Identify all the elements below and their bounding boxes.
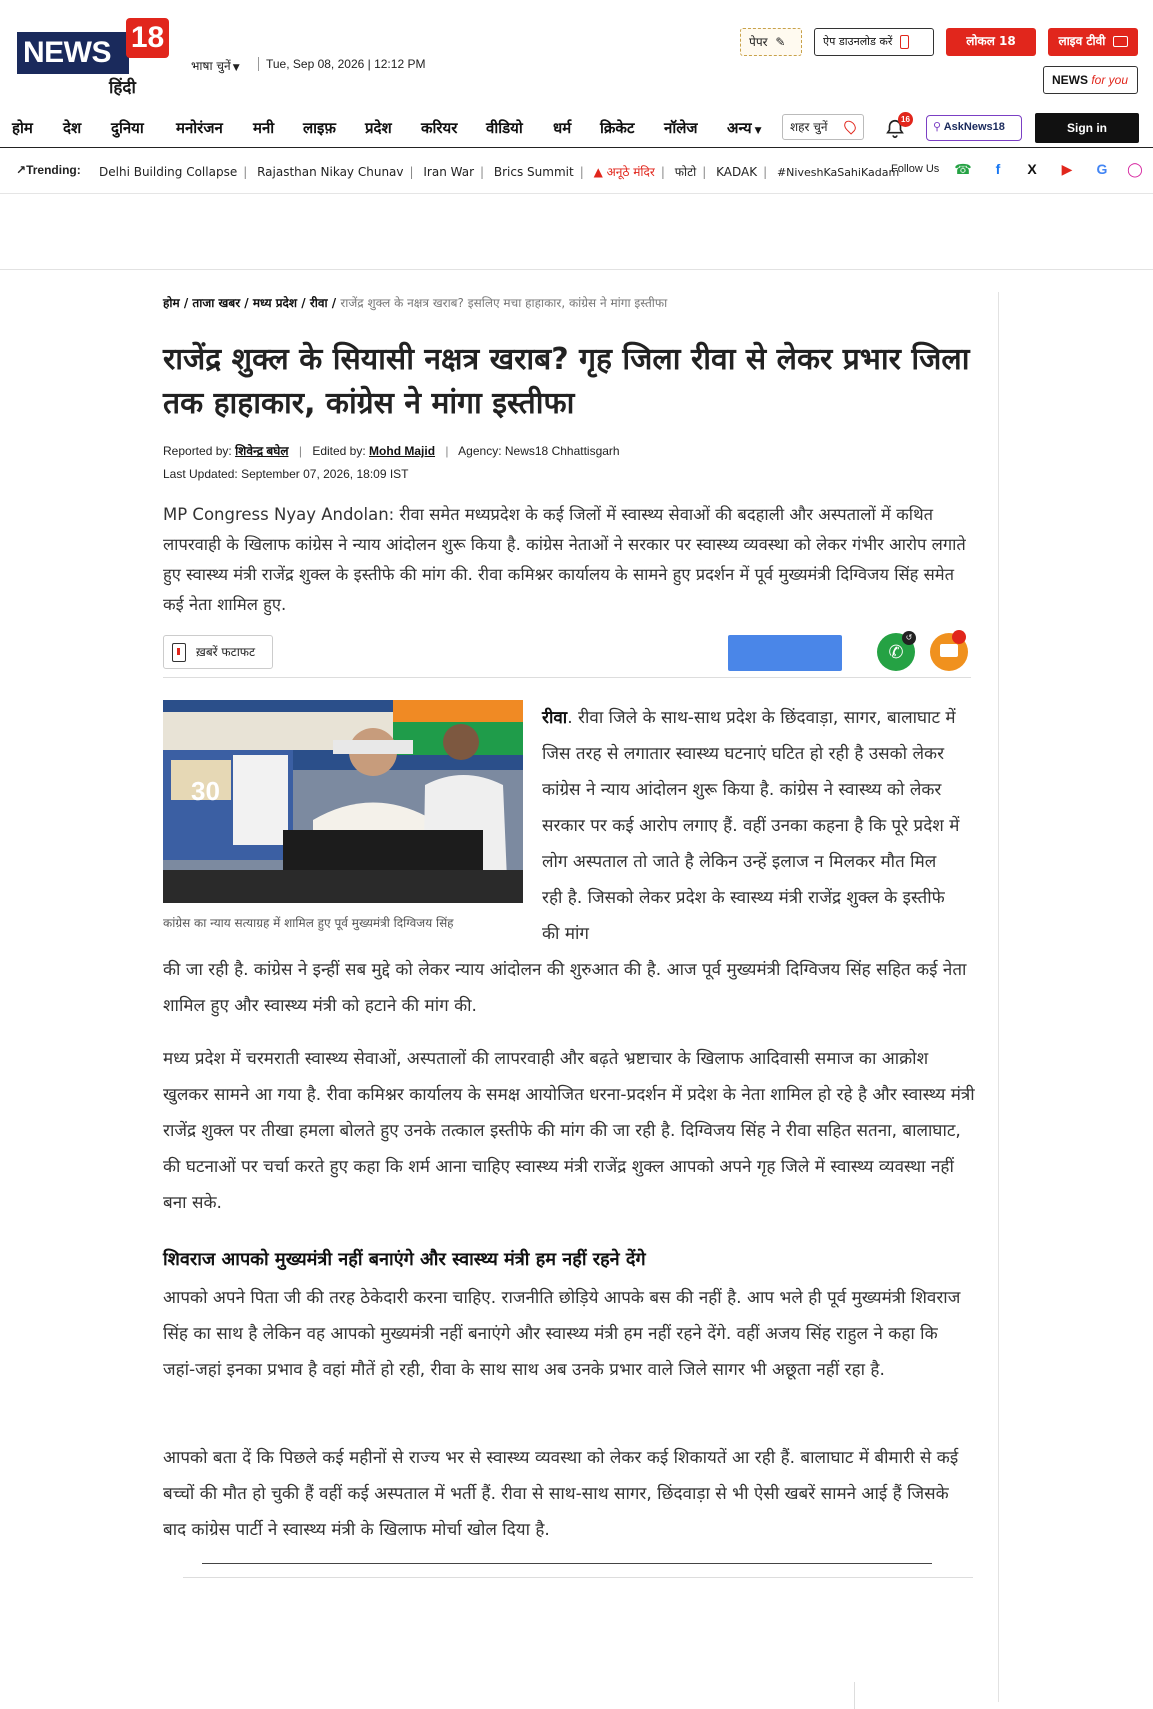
- notification-count-badge: 16: [898, 112, 913, 127]
- nav-item-cricket[interactable]: क्रिकेट: [600, 119, 635, 137]
- article-paragraph: मध्य प्रदेश में चरमराती स्वास्थ्य सेवाओं, अस्पतालों की लापरवाही और बढ़ते भ्रष्टाचार के खिलाफ आदिवासी समाज का आक्रोश खुलकर सामने आ गया है. रीवा कमिश्नर कार्यालय के समक्ष आयोजित धरना-प्रदर्शन में प्रदेश के नेता शामिल हो रहे है और स्वास्थ्य मंत्री राजेंद्र शुक्ल पर तीखा हमला बोलते हुए उनके तत्काल इस्तीफे की मांग की जा रही है. दिग्विजय सिंह ने रीवा सहित सतना, बालाघाट, की घटनाओं पर चर्चा करते हुए कहा कि शर्म आना चाहिए स्वास्थ्य मंत्री राजेंद्र शुक्ल आपको अपने गृह जिले में स्वास्थ्य व्यवस्था नहीं बना सके.: [163, 1049, 975, 1213]
- trending-up-icon: ↗: [16, 163, 27, 177]
- article-photo[interactable]: [163, 700, 523, 903]
- live-tv-label: लाइव टीवी: [1058, 34, 1106, 48]
- article-subheading: शिवराज आपको मुख्यमंत्री नहीं बनाएंगे और स्वास्थ्य मंत्री हम नहीं रहने देंगे: [163, 1249, 646, 1270]
- nav-item-dharm[interactable]: धर्म: [553, 119, 572, 137]
- nav-item-life[interactable]: लाइफ़: [303, 119, 336, 137]
- instagram-icon[interactable]: ◯: [1127, 161, 1143, 177]
- app-download-label: ऐप डाउनलोड करें: [823, 35, 893, 48]
- ad-slot: [0, 195, 1153, 270]
- trending-item[interactable]: अनूठे मंदिर: [606, 165, 655, 179]
- epaper-label: पेपर: [749, 35, 768, 49]
- trending-item[interactable]: Brics Summit: [493, 165, 574, 179]
- breadcrumb-item[interactable]: रीवा: [309, 296, 328, 310]
- article-summary: MP Congress Nyay Andolan: रीवा समेत मध्यप्रदेश के कई जिलों में स्वास्थ्य सेवाओं की बदहाली और अस्पतालों में कथित लापरवाही के खिलाफ कांग्रेस ने न्याय आंदोलन शुरू किया है. कांग्रेस नेताओं ने सरकार पर स्वास्थ्य व्यवस्था को लेकर गंभीर आरोप लगाते हुए स्वास्थ्य मंत्री राजेंद्र शुक्ल के इस्तीफे की मांग की. रीवा कमिश्नर कार्यालय के सामने हुए प्रदर्शन में पूर्व मुख्यमंत्री दिग्विजय सिंह समेत कई नेता शामिल हुए.: [163, 505, 966, 614]
- city-selector[interactable]: [782, 114, 864, 140]
- notification-bell[interactable]: [884, 116, 910, 142]
- photo-caption: कांग्रेस का न्याय सत्याग्रह में शामिल हुए पूर्व मुख्यमंत्री दिग्विजय सिंह: [163, 916, 454, 930]
- reporter-link[interactable]: शिवेन्द्र बघेल: [235, 444, 289, 458]
- nav-item-video[interactable]: वीडियो: [486, 119, 523, 137]
- article-paragraph: आपको अपने पिता जी की तरह ठेकेदारी करना चाहिए. राजनीति छोड़िये आपके बस की नहीं है. आप भले ही पूर्व मुख्यमंत्री शिवराज सिंह का साथ है लेकिन वह आपको मुख्यमंत्री नहीं बनाएंगे और स्वास्थ्य मंत्री हम नहीं रहने देंगे. वहीं अजय सिंह राहुल ने कहा कि जहां-जहां इनका प्रभाव है वहां मौतें हो रही, रीवा के साथ साथ अब उनके प्रभार वाले जिले सागर भी अछूता नहीं रहा है.: [163, 1288, 961, 1380]
- logo-number: 18: [126, 18, 169, 58]
- news-for-you-button[interactable]: [1043, 66, 1138, 94]
- nav-item-duniya[interactable]: दुनिया: [111, 119, 144, 137]
- article-paragraph: [542, 700, 962, 952]
- trending-list: Delhi Building Collapse | Rajasthan Nikay Chunav | Iran War | Brics Summit | ▲ अनूठे मंदिर | फोटो | KADAK | #NiveshKaSahiKadam: [99, 165, 900, 179]
- article-byline: Reported by: शिवेन्द्र बघेल | Edited by: Mohd Majid | Agency: News18 Chhattisgarh: [163, 444, 620, 458]
- language-label: भाषा चुनें: [191, 59, 231, 73]
- phone-icon: [172, 643, 186, 662]
- logo-wordmark: NEWS: [17, 32, 129, 74]
- news-fatafat-label: ख़बरें फटाफट: [196, 645, 256, 659]
- dateline: रीवा: [542, 708, 568, 728]
- pencil-icon: ✎: [775, 35, 786, 49]
- article-paragraph: की जा रही है. कांग्रेस ने इन्हीं सब मुद्दे को लेकर न्याय आंदोलन की शुरुआत की है. आज पूर्व मुख्यमंत्री दिग्विजय सिंह सहित कई नेता शामिल हुए और स्वास्थ्य मंत्री को हटाने की मांग की.: [163, 960, 967, 1016]
- logo-language: हिंदी: [109, 78, 136, 98]
- breadcrumb-current: राजेंद्र शुक्ल के नक्षत्र खराब? इसलिए मचा हाहाकार, कांग्रेस ने मांगा इस्तीफा: [340, 296, 668, 310]
- trending-item[interactable]: #NiveshKaSahiKadam: [776, 166, 900, 179]
- article-paragraph: आपको बता दें कि पिछले कई महीनों से राज्य भर से स्वास्थ्य व्यवस्था को लेकर कई शिकायतें आ रही हैं. बालाघाट में बीमारी से कई बच्चों की मौत हो चुकी हैं वहीं कई अस्पताल में भर्ती हैं. रीवा से साथ-साथ सागर, छिंदवाड़ा से भी ऐसी खबरें सामने आई हैं जिसके बाद कांग्रेस पार्टी ने स्वास्थ्य मंत्री के खिलाफ मोर्चा खोल दिया है.: [163, 1448, 959, 1540]
- trending-item[interactable]: फोटो: [674, 165, 697, 179]
- nav-item-manoranjan[interactable]: मनोरंजन: [176, 119, 223, 137]
- sign-in-button[interactable]: Sign in: [1035, 113, 1139, 143]
- live-tv-button[interactable]: [1048, 28, 1138, 56]
- article-photo-illustration: [163, 700, 523, 903]
- chevron-down-icon: ▼: [232, 63, 240, 73]
- share-icon[interactable]: ↺: [902, 631, 916, 645]
- breadcrumb-item[interactable]: मध्य प्रदेश: [252, 296, 298, 310]
- nav-item-career[interactable]: करियर: [421, 119, 458, 137]
- share-toolbar: [163, 633, 971, 678]
- main-nav: [0, 110, 1153, 148]
- agency-name: News18 Chhattisgarh: [504, 444, 620, 458]
- comment-badge: [952, 630, 966, 644]
- site-header: [0, 0, 1153, 105]
- reported-by-label: Reported by:: [163, 444, 232, 458]
- divider: [854, 1682, 855, 1709]
- tv-icon: [1113, 36, 1128, 47]
- temple-icon: ▲: [593, 165, 603, 179]
- banner-number: 30: [191, 776, 220, 806]
- sparkle-search-icon: ⚲: [933, 121, 942, 133]
- nav-item-knowledge[interactable]: नॉलेज: [664, 119, 698, 137]
- article-end-divider: [183, 1577, 973, 1578]
- trending-label-text: Trending:: [26, 163, 81, 177]
- x-twitter-icon[interactable]: X: [1027, 161, 1037, 177]
- current-datetime: Tue, Sep 08, 2026 | 12:12 PM: [258, 57, 425, 71]
- last-updated: [163, 467, 409, 481]
- trending-item[interactable]: KADAK: [716, 165, 758, 179]
- editor-link[interactable]: Mohd Majid: [369, 444, 436, 458]
- edited-by-label: Edited by:: [312, 444, 366, 458]
- breadcrumb-item[interactable]: ताजा खबर: [192, 296, 241, 310]
- nav-item-money[interactable]: मनी: [253, 119, 275, 137]
- phone-icon: [900, 35, 909, 49]
- youtube-icon[interactable]: ▶: [1061, 161, 1073, 177]
- local18-button[interactable]: लोकल 18: [946, 28, 1036, 56]
- nav-item-pradesh[interactable]: प्रदेश: [365, 119, 392, 137]
- breadcrumb-item[interactable]: होम: [163, 296, 180, 310]
- news18-hindi-logo[interactable]: [17, 18, 169, 98]
- article-headline: राजेंद्र शुक्ल के सियासी नक्षत्र खराब? गृह जिला रीवा से लेकर प्रभार जिला तक हाहाकार, कांग्रेस ने मांगा इस्तीफा: [163, 342, 970, 421]
- language-selector[interactable]: [191, 57, 240, 74]
- paragraph-text: . रीवा जिले के साथ-साथ प्रदेश के छिंदवाड़ा, सागर, बालाघाट में जिस तरह से लगातार स्वास्थ्य घटनाएं घटित हो रही है उसको लेकर कांग्रेस ने न्याय आंदोलन शुरू किया है. कांग्रेस ने स्वास्थ्य को लेकर सरकार पर कई आरोप लगाए हैं. वहीं उनका कहना है कि पूरे प्रदेश में लोग अस्पताल तो जाते है लेकिन उन्हें इलाज न मिलकर मौत मिल रही है. जिसको लेकर प्रदेश के स्वास्थ्य मंत्री राजेंद्र शुक्ल के इस्तीफे की मांग: [542, 708, 960, 944]
- nav-item-desh[interactable]: देश: [63, 119, 82, 137]
- news-for-you-label: for you: [1091, 73, 1129, 87]
- facebook-icon[interactable]: f: [995, 161, 1001, 177]
- breadcrumb: होम / ताजा खबर / मध्य प्रदेश / रीवा / राजेंद्र शुक्ल के नक्षत्र खराब? इसलिए मचा हाहाकार, कांग्रेस ने मांगा इस्तीफा: [163, 296, 668, 310]
- whatsapp-icon[interactable]: ☎: [954, 161, 972, 177]
- ask-news18-button[interactable]: [926, 115, 1022, 141]
- epaper-button[interactable]: [740, 28, 802, 56]
- last-updated-label: Last Updated:: [163, 467, 238, 481]
- nav-more-label: अन्य: [727, 119, 752, 137]
- google-icon[interactable]: G: [1096, 161, 1108, 177]
- follow-google-button[interactable]: [728, 635, 842, 671]
- last-updated-value: September 07, 2026, 18:09 IST: [241, 467, 409, 481]
- nav-item-more[interactable]: [727, 118, 762, 138]
- trending-item[interactable]: Iran War: [423, 165, 475, 179]
- news-fatafat-button[interactable]: [163, 635, 273, 669]
- app-download-button[interactable]: [814, 28, 934, 56]
- nav-item-home[interactable]: होम: [12, 119, 33, 137]
- ask-news18-label: AskNews18: [943, 121, 1005, 133]
- trending-label: [16, 163, 81, 177]
- city-label: शहर चुनें: [790, 120, 828, 134]
- chevron-down-icon: ▼: [754, 126, 762, 136]
- news-for-you-news: NEWS: [1052, 73, 1088, 87]
- follow-us-label: Follow Us: [891, 163, 940, 175]
- whatsapp-icon: ✆: [888, 642, 904, 662]
- sidebar-divider: [998, 292, 999, 1702]
- trending-item[interactable]: Delhi Building Collapse: [99, 165, 238, 179]
- trending-item[interactable]: Rajasthan Nikay Chunav: [257, 165, 404, 179]
- agency-label: Agency:: [458, 444, 502, 458]
- article-end-divider: [202, 1563, 932, 1564]
- trending-bar: [0, 149, 1153, 194]
- location-pin-icon: [842, 118, 858, 134]
